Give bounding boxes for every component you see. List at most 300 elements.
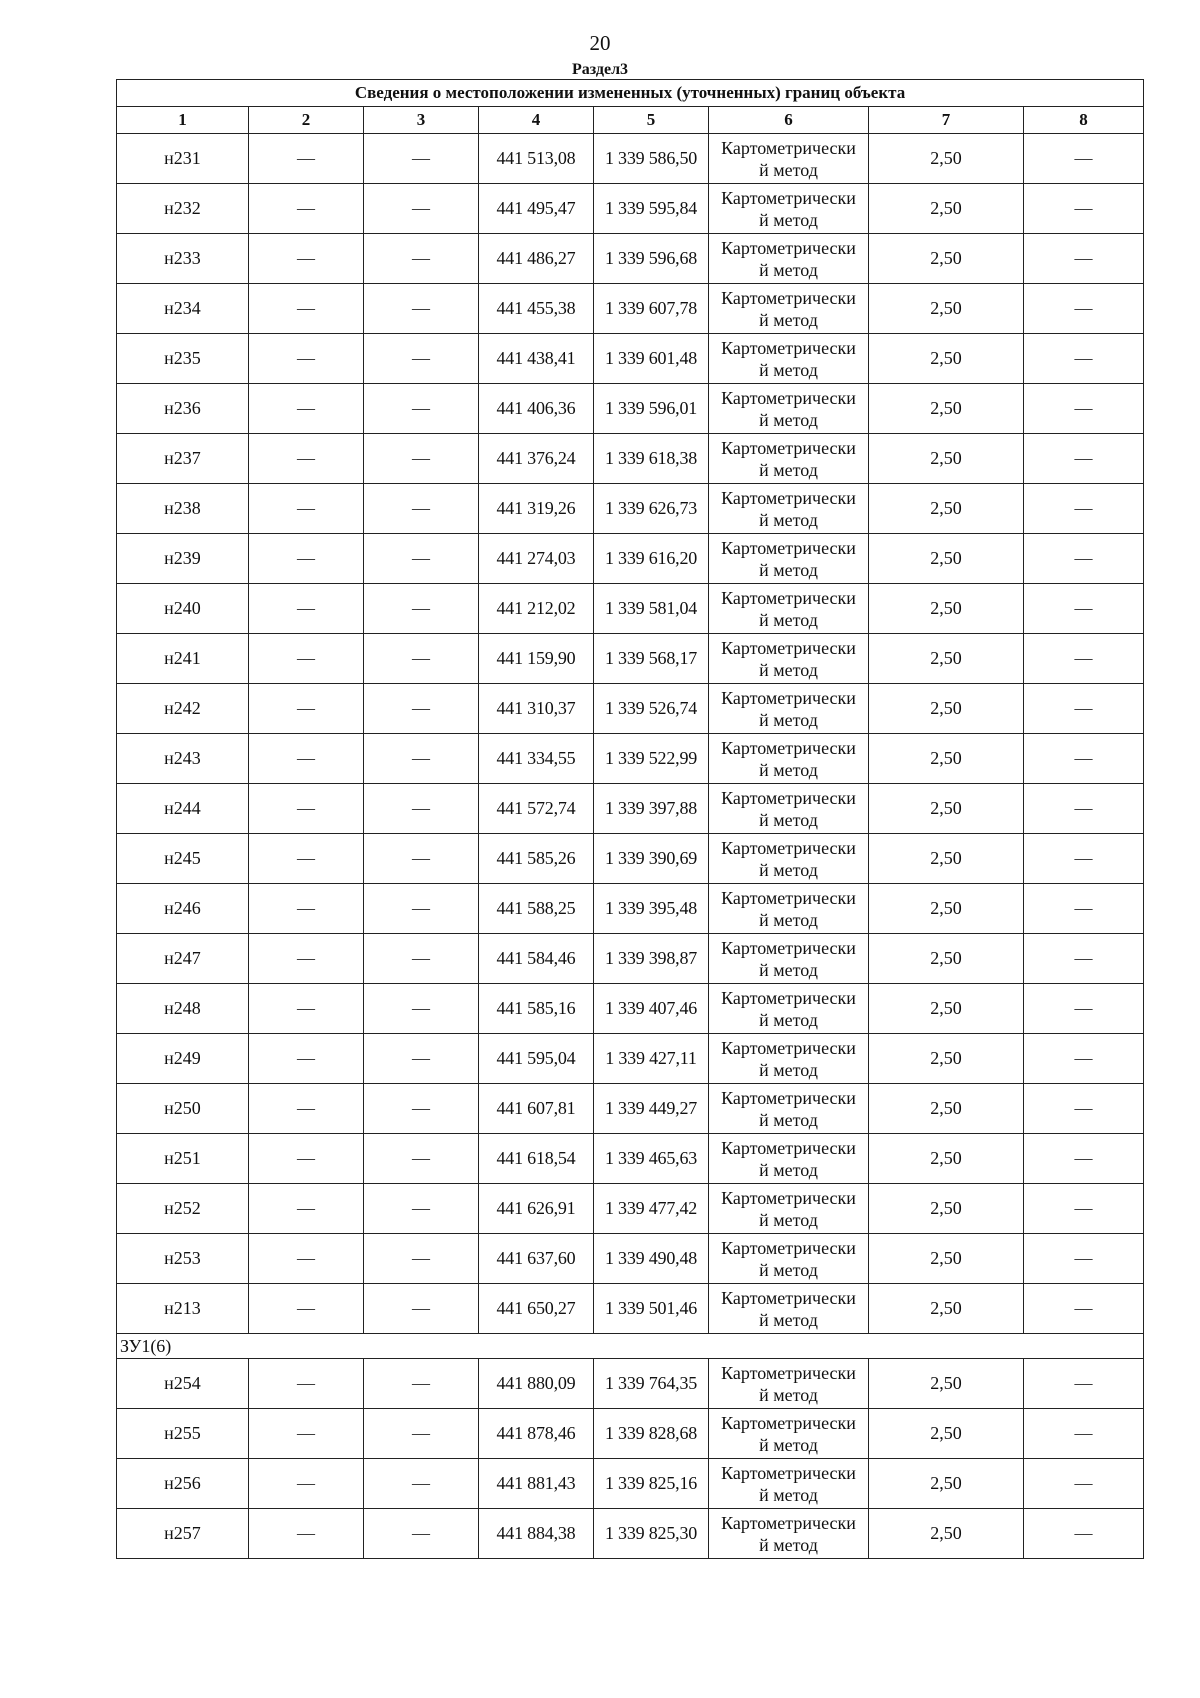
y-coordinate-cell: 1 339 407,46	[594, 984, 709, 1034]
table-row	[117, 834, 1144, 884]
method-text: Картометрически	[721, 1087, 856, 1108]
table-row	[117, 434, 1144, 484]
accuracy-cell: 2,50	[869, 334, 1024, 384]
method-text: й метод	[759, 609, 818, 630]
dash-cell: —	[249, 684, 364, 734]
accuracy-cell: 2,50	[869, 234, 1024, 284]
method-text: й метод	[759, 1159, 818, 1180]
accuracy-cell: 2,50	[869, 1284, 1024, 1334]
dash-cell: —	[364, 334, 479, 384]
method-text: Картометрически	[721, 637, 856, 658]
dash-cell: —	[1024, 484, 1144, 534]
method-cell	[709, 1234, 869, 1284]
point-name-cell: н247	[117, 934, 249, 984]
x-coordinate-cell: 441 376,24	[479, 434, 594, 484]
method-cell	[709, 984, 869, 1034]
x-coordinate-cell: 441 637,60	[479, 1234, 594, 1284]
y-coordinate-cell: 1 339 427,11	[594, 1034, 709, 1084]
method-text: Картометрически	[721, 887, 856, 908]
dash-cell: —	[1024, 884, 1144, 934]
method-text: Картометрически	[721, 837, 856, 858]
method-text: Картометрически	[721, 737, 856, 758]
method-cell	[709, 784, 869, 834]
table-row	[117, 1134, 1144, 1184]
dash-cell: —	[1024, 1359, 1144, 1409]
x-coordinate-cell: 441 880,09	[479, 1359, 594, 1409]
x-coordinate-cell: 441 334,55	[479, 734, 594, 784]
y-coordinate-cell: 1 339 501,46	[594, 1284, 709, 1334]
y-coordinate-cell: 1 339 395,48	[594, 884, 709, 934]
method-cell	[709, 484, 869, 534]
dash-cell: —	[249, 134, 364, 184]
method-text: Картометрически	[721, 237, 856, 258]
column-number: 3	[364, 107, 479, 134]
y-coordinate-cell: 1 339 825,30	[594, 1509, 709, 1559]
point-name-cell: н242	[117, 684, 249, 734]
dash-cell: —	[364, 584, 479, 634]
dash-cell: —	[364, 1284, 479, 1334]
accuracy-cell: 2,50	[869, 734, 1024, 784]
dash-cell: —	[364, 984, 479, 1034]
accuracy-cell: 2,50	[869, 1359, 1024, 1409]
dash-cell: —	[1024, 1234, 1144, 1284]
dash-cell: —	[364, 284, 479, 334]
point-name-cell: н235	[117, 334, 249, 384]
method-cell	[709, 384, 869, 434]
table-row	[117, 684, 1144, 734]
dash-cell: —	[249, 484, 364, 534]
dash-cell: —	[1024, 584, 1144, 634]
dash-cell: —	[249, 1134, 364, 1184]
method-text: й метод	[759, 859, 818, 880]
method-text: й метод	[759, 959, 818, 980]
dash-cell: —	[364, 534, 479, 584]
x-coordinate-cell: 441 513,08	[479, 134, 594, 184]
point-name-cell: н249	[117, 1034, 249, 1084]
accuracy-cell: 2,50	[869, 284, 1024, 334]
table-row	[117, 584, 1144, 634]
x-coordinate-cell: 441 585,16	[479, 984, 594, 1034]
dash-cell: —	[1024, 434, 1144, 484]
method-cell	[709, 1084, 869, 1134]
method-text: й метод	[759, 909, 818, 930]
method-text: Картометрически	[721, 137, 856, 158]
point-name-cell: н238	[117, 484, 249, 534]
x-coordinate-cell: 441 884,38	[479, 1509, 594, 1559]
point-name-cell: н243	[117, 734, 249, 784]
accuracy-cell: 2,50	[869, 534, 1024, 584]
x-coordinate-cell: 441 626,91	[479, 1184, 594, 1234]
point-name-cell: н213	[117, 1284, 249, 1334]
table-row	[117, 534, 1144, 584]
table-row	[117, 284, 1144, 334]
dash-cell: —	[249, 1409, 364, 1459]
x-coordinate-cell: 441 455,38	[479, 284, 594, 334]
table-row	[117, 984, 1144, 1034]
x-coordinate-cell: 441 650,27	[479, 1284, 594, 1334]
dash-cell: —	[1024, 784, 1144, 834]
method-text: й метод	[759, 209, 818, 230]
method-text: Картометрически	[721, 1237, 856, 1258]
method-cell	[709, 184, 869, 234]
x-coordinate-cell: 441 159,90	[479, 634, 594, 684]
y-coordinate-cell: 1 339 626,73	[594, 484, 709, 534]
table-row	[117, 884, 1144, 934]
dash-cell: —	[1024, 1034, 1144, 1084]
dash-cell: —	[249, 584, 364, 634]
group-label: ЗУ1(6)	[117, 1334, 1144, 1359]
dash-cell: —	[249, 734, 364, 784]
x-coordinate-cell: 441 274,03	[479, 534, 594, 584]
dash-cell: —	[1024, 834, 1144, 884]
method-text: й метод	[759, 509, 818, 530]
page-number: 20	[589, 31, 611, 55]
method-text: й метод	[759, 1209, 818, 1230]
method-cell	[709, 1284, 869, 1334]
method-text: й метод	[759, 409, 818, 430]
dash-cell: —	[249, 934, 364, 984]
dash-cell: —	[1024, 1134, 1144, 1184]
method-cell	[709, 1509, 869, 1559]
method-text: й метод	[759, 1059, 818, 1080]
dash-cell: —	[249, 1234, 364, 1284]
table-row	[117, 484, 1144, 534]
dash-cell: —	[249, 1034, 364, 1084]
table-row	[117, 234, 1144, 284]
method-text: Картометрически	[721, 687, 856, 708]
method-text: й метод	[759, 1009, 818, 1030]
point-name-cell: н256	[117, 1459, 249, 1509]
dash-cell: —	[364, 934, 479, 984]
accuracy-cell: 2,50	[869, 1459, 1024, 1509]
method-text: Картометрически	[721, 1362, 856, 1383]
column-number: 4	[479, 107, 594, 134]
y-coordinate-cell: 1 339 601,48	[594, 334, 709, 384]
y-coordinate-cell: 1 339 490,48	[594, 1234, 709, 1284]
method-cell	[709, 134, 869, 184]
method-text: Картометрически	[721, 387, 856, 408]
method-cell	[709, 1034, 869, 1084]
method-cell	[709, 1134, 869, 1184]
point-name-cell: н232	[117, 184, 249, 234]
method-text: й метод	[759, 759, 818, 780]
dash-cell: —	[364, 834, 479, 884]
x-coordinate-cell: 441 572,74	[479, 784, 594, 834]
method-text: й метод	[759, 359, 818, 380]
method-text: Картометрически	[721, 587, 856, 608]
x-coordinate-cell: 441 495,47	[479, 184, 594, 234]
dash-cell: —	[364, 784, 479, 834]
dash-cell: —	[364, 234, 479, 284]
method-text: й метод	[759, 1484, 818, 1505]
dash-cell: —	[249, 1284, 364, 1334]
method-text: Картометрически	[721, 187, 856, 208]
table-row	[117, 1509, 1144, 1559]
method-text: й метод	[759, 709, 818, 730]
x-coordinate-cell: 441 588,25	[479, 884, 594, 934]
method-cell	[709, 434, 869, 484]
dash-cell: —	[249, 334, 364, 384]
method-cell	[709, 1359, 869, 1409]
accuracy-cell: 2,50	[869, 834, 1024, 884]
y-coordinate-cell: 1 339 397,88	[594, 784, 709, 834]
dash-cell: —	[1024, 1184, 1144, 1234]
table-row	[117, 1184, 1144, 1234]
method-text: й метод	[759, 1109, 818, 1130]
dash-cell: —	[249, 1459, 364, 1509]
method-cell	[709, 1184, 869, 1234]
accuracy-cell: 2,50	[869, 1084, 1024, 1134]
dash-cell: —	[1024, 1509, 1144, 1559]
accuracy-cell: 2,50	[869, 1409, 1024, 1459]
dash-cell: —	[364, 734, 479, 784]
table-row	[117, 384, 1144, 434]
point-name-cell: н246	[117, 884, 249, 934]
point-name-cell: н253	[117, 1234, 249, 1284]
dash-cell: —	[249, 434, 364, 484]
y-coordinate-cell: 1 339 618,38	[594, 434, 709, 484]
table-row	[117, 184, 1144, 234]
y-coordinate-cell: 1 339 581,04	[594, 584, 709, 634]
table-row	[117, 1409, 1144, 1459]
method-cell	[709, 534, 869, 584]
y-coordinate-cell: 1 339 596,68	[594, 234, 709, 284]
y-coordinate-cell: 1 339 449,27	[594, 1084, 709, 1134]
y-coordinate-cell: 1 339 522,99	[594, 734, 709, 784]
method-text: Картометрически	[721, 787, 856, 808]
method-text: й метод	[759, 159, 818, 180]
dash-cell: —	[249, 1084, 364, 1134]
dash-cell: —	[364, 1359, 479, 1409]
dash-cell: —	[1024, 284, 1144, 334]
column-number: 7	[869, 107, 1024, 134]
accuracy-cell: 2,50	[869, 984, 1024, 1034]
y-coordinate-cell: 1 339 616,20	[594, 534, 709, 584]
point-name-cell: н251	[117, 1134, 249, 1184]
point-name-cell: н240	[117, 584, 249, 634]
dash-cell: —	[364, 384, 479, 434]
method-text: й метод	[759, 1384, 818, 1405]
y-coordinate-cell: 1 339 596,01	[594, 384, 709, 434]
table-row	[117, 784, 1144, 834]
dash-cell: —	[249, 884, 364, 934]
accuracy-cell: 2,50	[869, 1134, 1024, 1184]
dash-cell: —	[364, 1459, 479, 1509]
accuracy-cell: 2,50	[869, 384, 1024, 434]
y-coordinate-cell: 1 339 465,63	[594, 1134, 709, 1184]
method-text: й метод	[759, 659, 818, 680]
column-number-row	[117, 107, 1144, 134]
method-text: Картометрически	[721, 937, 856, 958]
x-coordinate-cell: 441 618,54	[479, 1134, 594, 1184]
accuracy-cell: 2,50	[869, 1234, 1024, 1284]
dash-cell: —	[364, 1134, 479, 1184]
x-coordinate-cell: 441 438,41	[479, 334, 594, 384]
method-text: й метод	[759, 809, 818, 830]
point-name-cell: н250	[117, 1084, 249, 1134]
point-name-cell: н234	[117, 284, 249, 334]
method-text: Картометрически	[721, 1037, 856, 1058]
dash-cell: —	[249, 634, 364, 684]
dash-cell: —	[364, 1234, 479, 1284]
dash-cell: —	[364, 884, 479, 934]
point-name-cell: н233	[117, 234, 249, 284]
point-name-cell: н248	[117, 984, 249, 1034]
point-name-cell: н237	[117, 434, 249, 484]
method-text: Картометрически	[721, 537, 856, 558]
point-name-cell: н257	[117, 1509, 249, 1559]
method-cell	[709, 584, 869, 634]
method-text: Картометрически	[721, 1512, 856, 1533]
dash-cell: —	[364, 184, 479, 234]
dash-cell: —	[249, 1509, 364, 1559]
table-row	[117, 134, 1144, 184]
method-cell	[709, 934, 869, 984]
dash-cell: —	[249, 184, 364, 234]
method-text: Картометрически	[721, 437, 856, 458]
accuracy-cell: 2,50	[869, 134, 1024, 184]
table-row	[117, 1084, 1144, 1134]
point-name-cell: н239	[117, 534, 249, 584]
method-cell	[709, 1409, 869, 1459]
y-coordinate-cell: 1 339 825,16	[594, 1459, 709, 1509]
method-cell	[709, 634, 869, 684]
method-text: й метод	[759, 559, 818, 580]
y-coordinate-cell: 1 339 477,42	[594, 1184, 709, 1234]
x-coordinate-cell: 441 310,37	[479, 684, 594, 734]
method-text: Картометрически	[721, 487, 856, 508]
method-cell	[709, 734, 869, 784]
dash-cell: —	[1024, 334, 1144, 384]
accuracy-cell: 2,50	[869, 884, 1024, 934]
table-row	[117, 1359, 1144, 1409]
dash-cell: —	[249, 284, 364, 334]
y-coordinate-cell: 1 339 828,68	[594, 1409, 709, 1459]
method-cell	[709, 834, 869, 884]
x-coordinate-cell: 441 881,43	[479, 1459, 594, 1509]
point-name-cell: н255	[117, 1409, 249, 1459]
y-coordinate-cell: 1 339 764,35	[594, 1359, 709, 1409]
dash-cell: —	[249, 834, 364, 884]
column-number: 5	[594, 107, 709, 134]
method-text: Картометрически	[721, 1287, 856, 1308]
accuracy-cell: 2,50	[869, 1184, 1024, 1234]
point-name-cell: н241	[117, 634, 249, 684]
group-row	[117, 1334, 1144, 1359]
dash-cell: —	[1024, 934, 1144, 984]
column-number: 8	[1024, 107, 1144, 134]
dash-cell: —	[364, 634, 479, 684]
x-coordinate-cell: 441 595,04	[479, 1034, 594, 1084]
dash-cell: —	[1024, 734, 1144, 784]
table-row	[117, 934, 1144, 984]
column-number: 6	[709, 107, 869, 134]
x-coordinate-cell: 441 212,02	[479, 584, 594, 634]
method-cell	[709, 234, 869, 284]
method-cell	[709, 334, 869, 384]
dash-cell: —	[1024, 1459, 1144, 1509]
method-text: й метод	[759, 309, 818, 330]
dash-cell: —	[364, 484, 479, 534]
table-row	[117, 1459, 1144, 1509]
point-name-cell: н245	[117, 834, 249, 884]
method-text: Картометрически	[721, 1412, 856, 1433]
dash-cell: —	[249, 1184, 364, 1234]
x-coordinate-cell: 441 406,36	[479, 384, 594, 434]
accuracy-cell: 2,50	[869, 1034, 1024, 1084]
section-title: Раздел3	[571, 61, 629, 78]
dash-cell: —	[1024, 184, 1144, 234]
table-row	[117, 1034, 1144, 1084]
table-row	[117, 1234, 1144, 1284]
accuracy-cell: 2,50	[869, 1509, 1024, 1559]
x-coordinate-cell: 441 486,27	[479, 234, 594, 284]
dash-cell: —	[364, 1034, 479, 1084]
method-cell	[709, 684, 869, 734]
dash-cell: —	[1024, 634, 1144, 684]
method-text: й метод	[759, 1434, 818, 1455]
column-number: 2	[249, 107, 364, 134]
dash-cell: —	[249, 234, 364, 284]
table-row	[117, 634, 1144, 684]
dash-cell: —	[249, 984, 364, 1034]
table-caption-row	[117, 80, 1144, 107]
accuracy-cell: 2,50	[869, 484, 1024, 534]
point-name-cell: н244	[117, 784, 249, 834]
method-cell	[709, 1459, 869, 1509]
method-cell	[709, 284, 869, 334]
method-cell	[709, 884, 869, 934]
method-text: й метод	[759, 1309, 818, 1330]
dash-cell: —	[1024, 384, 1144, 434]
method-text: Картометрически	[721, 1137, 856, 1158]
point-name-cell: н254	[117, 1359, 249, 1409]
coordinates-table	[116, 79, 1144, 1559]
accuracy-cell: 2,50	[869, 784, 1024, 834]
method-text: й метод	[759, 1259, 818, 1280]
dash-cell: —	[1024, 984, 1144, 1034]
dash-cell: —	[364, 684, 479, 734]
y-coordinate-cell: 1 339 398,87	[594, 934, 709, 984]
method-text: й метод	[759, 259, 818, 280]
accuracy-cell: 2,50	[869, 184, 1024, 234]
table-row	[117, 734, 1144, 784]
method-text: Картометрически	[721, 287, 856, 308]
point-name-cell: н252	[117, 1184, 249, 1234]
dash-cell: —	[1024, 134, 1144, 184]
method-text: Картометрически	[721, 987, 856, 1008]
column-number: 1	[117, 107, 249, 134]
dash-cell: —	[1024, 684, 1144, 734]
dash-cell: —	[1024, 534, 1144, 584]
dash-cell: —	[364, 1409, 479, 1459]
y-coordinate-cell: 1 339 586,50	[594, 134, 709, 184]
accuracy-cell: 2,50	[869, 684, 1024, 734]
method-text: Картометрически	[721, 1187, 856, 1208]
y-coordinate-cell: 1 339 607,78	[594, 284, 709, 334]
x-coordinate-cell: 441 319,26	[479, 484, 594, 534]
method-text: Картометрически	[721, 1462, 856, 1483]
dash-cell: —	[249, 384, 364, 434]
y-coordinate-cell: 1 339 526,74	[594, 684, 709, 734]
table-row	[117, 334, 1144, 384]
table-row	[117, 1284, 1144, 1334]
x-coordinate-cell: 441 584,46	[479, 934, 594, 984]
dash-cell: —	[1024, 1284, 1144, 1334]
y-coordinate-cell: 1 339 390,69	[594, 834, 709, 884]
dash-cell: —	[1024, 1084, 1144, 1134]
x-coordinate-cell: 441 607,81	[479, 1084, 594, 1134]
